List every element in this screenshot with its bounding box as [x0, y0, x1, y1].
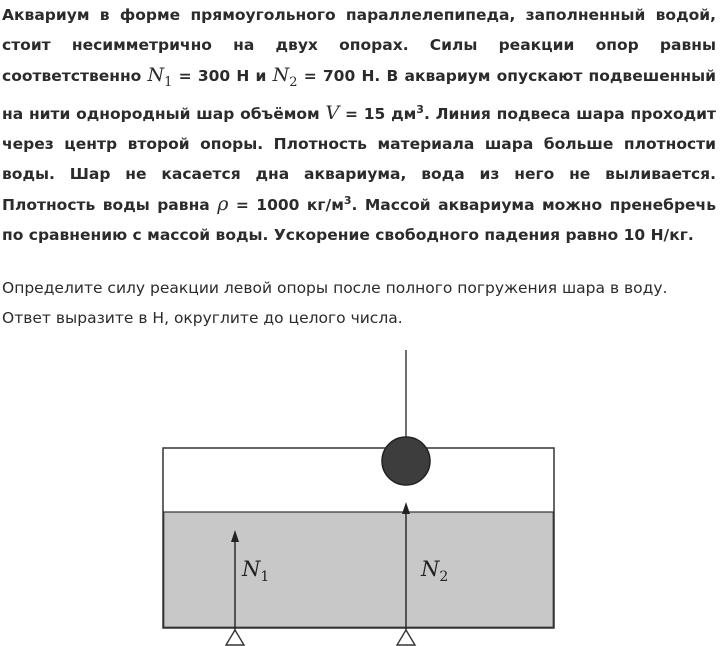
problem-text-part1: Аквариум в форме прямоугольного параллелепипеда, заполненный водой, стоит несимметрично на двух опорах. Силы реакции опор равны соответственно: [2, 6, 716, 85]
rho-symbol: ρ: [217, 192, 229, 215]
aquarium-figure: [0, 340, 720, 646]
n2-symbol: $N_2$: [272, 64, 298, 90]
label-n2: $N_2$: [421, 557, 449, 585]
rho-value: = 1000 $кг/м^3$: [235, 193, 352, 214]
question: [2, 273, 716, 333]
question-line-1: Определите силу реакции левой опоры после полного погружения шара в воду.: [2, 279, 668, 297]
volume-value: = 15 $дм^3$: [345, 102, 424, 123]
problem-text-part3: . Массой аквариума можно пренебречь по сравнению с массой воды. Ускорение свободного падения равно 10 Н/кг.: [2, 195, 716, 244]
label-n1: $N_1$: [242, 557, 270, 585]
aquarium-diagram: [0, 340, 720, 646]
problem-statement: [2, 0, 716, 250]
ball: [382, 437, 430, 485]
water: [164, 512, 554, 627]
left-support: [226, 630, 244, 645]
n2-value: = 700 Н. В аквариум опускают подвешенный на нити однородный шар объёмом: [2, 67, 716, 123]
n1-symbol: $N_1$: [147, 64, 173, 90]
volume-symbol: V: [325, 101, 340, 124]
question-line-2: Ответ выразите в Н, округлите до целого числа.: [2, 309, 403, 327]
right-support: [397, 630, 415, 645]
problem-text-part2: . Линия подвеса шара проходит через центр второй опоры. Плотность материала шара больше плотности воды. Шар не касается дна аквариума, вода из него не выливается. Плотность воды равна: [2, 104, 716, 214]
n1-value: = 300 Н и: [178, 67, 267, 85]
